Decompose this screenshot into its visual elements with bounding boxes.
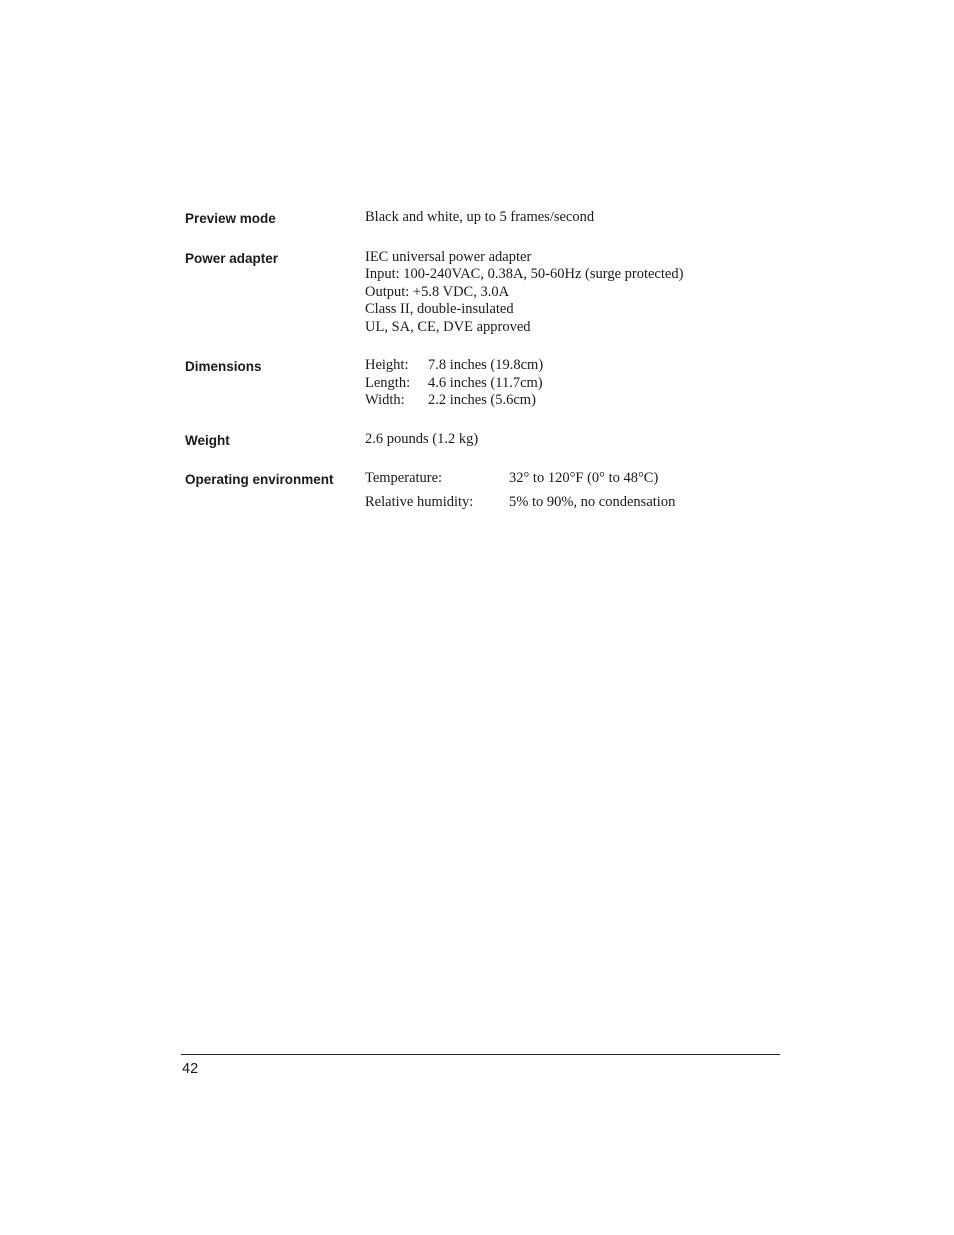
dimension-value: 2.2 inches (5.6cm) xyxy=(428,392,536,408)
spec-value-line: Class II, double-insulated xyxy=(365,301,514,317)
footer-divider xyxy=(181,1054,780,1055)
spec-label: Weight xyxy=(185,432,230,448)
spec-row-preview-mode xyxy=(185,209,785,228)
spec-row-power-adapter xyxy=(185,249,785,337)
spec-value xyxy=(365,209,594,228)
spec-label: Dimensions xyxy=(185,359,262,374)
spec-row-dimensions xyxy=(185,357,785,410)
spec-label: Operating environment xyxy=(185,472,334,487)
environment-row-humidity xyxy=(365,494,675,512)
spec-row-operating-environment xyxy=(185,470,785,517)
dimension-row-length xyxy=(365,375,543,393)
dimension-value: 4.6 inches (11.7cm) xyxy=(428,374,543,391)
environment-value: 5% to 90%, no condensation xyxy=(509,493,676,510)
spec-value-line: Input: 100-240VAC, 0.38A, 50-60Hz (surge protected) xyxy=(365,266,684,282)
spec-value-line: UL, SA, CE, DVE approved xyxy=(365,318,531,335)
spec-value xyxy=(365,357,543,410)
spec-value-text: Black and white, up to 5 frames/second xyxy=(365,209,595,225)
environment-value: 32° to 120°F (0° to 48°C) xyxy=(509,470,659,486)
page-number: 42 xyxy=(182,1061,199,1077)
spec-value-line: Output: +5.8 VDC, 3.0A xyxy=(365,283,510,300)
dimension-key: Length: xyxy=(365,374,411,391)
specifications-table xyxy=(185,209,785,538)
dimension-key: Width: xyxy=(365,392,405,408)
spec-label: Preview mode xyxy=(185,211,276,226)
spec-value xyxy=(365,431,478,450)
spec-row-weight xyxy=(185,431,785,450)
spec-value-text: 2.6 pounds (1.2 kg) xyxy=(365,430,479,447)
spec-value xyxy=(365,249,683,337)
spec-label: Power adapter xyxy=(185,250,279,266)
environment-row-temperature xyxy=(365,470,675,488)
dimension-key: Height: xyxy=(365,357,409,373)
environment-key: Temperature: xyxy=(365,470,443,486)
spec-value xyxy=(365,470,675,517)
environment-key: Relative humidity: xyxy=(365,493,474,510)
dimension-value: 7.8 inches (19.8cm) xyxy=(428,357,544,373)
dimension-row-height xyxy=(365,357,543,375)
spec-value-line: IEC universal power adapter xyxy=(365,248,532,265)
dimension-row-width xyxy=(365,392,543,410)
